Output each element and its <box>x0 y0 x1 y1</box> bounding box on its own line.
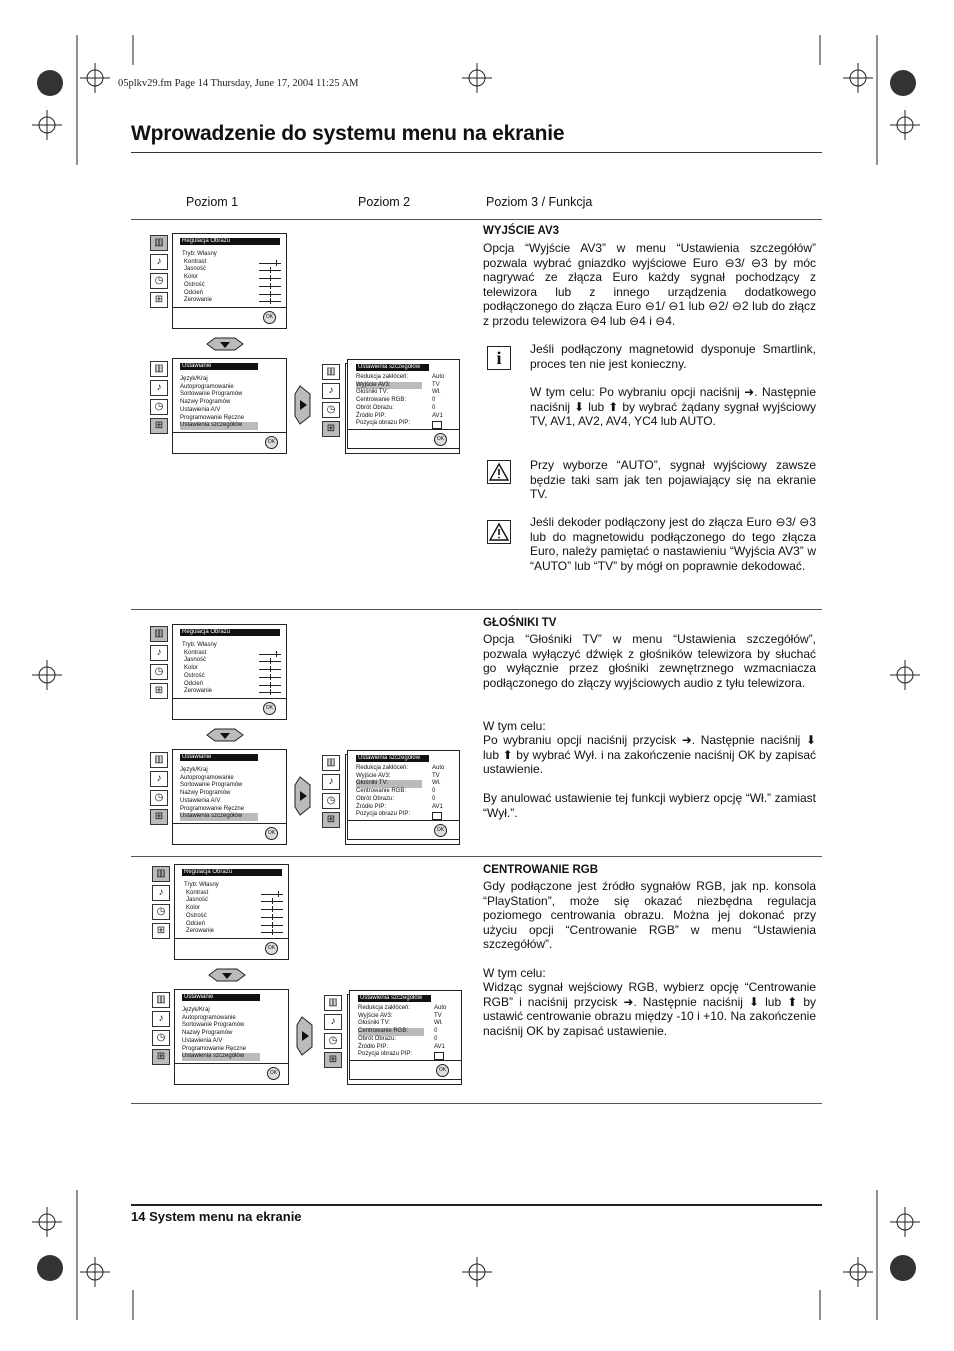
picture-menu-panel <box>172 233 287 329</box>
panel-title: Ustawienia szczegółów <box>356 364 429 371</box>
panel-separator <box>173 307 286 308</box>
level-slider <box>261 898 283 904</box>
info-note-steps: W tym celu: Po wybraniu opcji naciśnij ➜. Następnie naciśnij ⬇ lub ⬆ by wybrać żądany sygnał wyjściowy TV, AV1, AV2, AV4, YC4 lub AUTO. <box>530 385 816 429</box>
settings-menu-panel <box>172 358 287 454</box>
menu-icon-timer: ◷ <box>152 904 170 920</box>
details-menu-item: Wyjście AV3: <box>356 772 391 779</box>
details-menu-value: TV <box>432 772 440 779</box>
ok-button-icon: OK <box>434 433 447 446</box>
menu-icon-timer: ◷ <box>152 1030 170 1046</box>
panel-title: Ustawienia szczegółów <box>356 755 429 762</box>
level-slider <box>261 922 283 928</box>
menu-icon-setup: ⊞ <box>150 683 168 699</box>
menu-icon-setup: ⊞ <box>322 812 340 828</box>
section-body-tv-speakers: Opcja “Głośniki TV” w menu “Ustawienia szczegółów”, pozwala wyłączyć dźwięk z głośników telewizora by słuchać go wyłącznie przez głośniki zewnętrznego wzmacniacza podłączonego do złączy wyjściowych audio z tyłu telewizora. <box>483 632 816 690</box>
panel-title: Ustawianie <box>180 363 258 370</box>
section-cancel-tv-speakers: By anulować ustawienie tej funkcji wybierz opcję “Wł.” zamiast “Wył.”. <box>483 791 816 820</box>
ok-button-icon: OK <box>265 436 278 449</box>
details-menu-panel <box>347 359 460 449</box>
details-menu-value: AV1 <box>434 1043 445 1050</box>
details-menu-item: Wyjście AV3: <box>358 1012 393 1019</box>
menu-icon-sound: ♪ <box>150 380 168 396</box>
picture-menu-item: Kolor <box>184 665 199 672</box>
settings-menu-item: Ustawienia szczegółów <box>180 422 258 430</box>
menu-icon-picture: ▥ <box>322 755 340 771</box>
menu-icon-timer: ◷ <box>324 1033 342 1049</box>
settings-menu-item: Programowanie Ręczne <box>180 414 245 421</box>
ok-button-icon: OK <box>265 942 278 955</box>
menu-icon-sound: ♪ <box>150 254 168 270</box>
picture-menu-item: Tryb: Własny <box>184 882 219 888</box>
menu-icon-picture: ▥ <box>150 752 168 768</box>
settings-menu-item: Programowanie Ręczne <box>180 805 245 812</box>
menu-icon-sound: ♪ <box>150 645 168 661</box>
ok-button-icon: OK <box>265 827 278 840</box>
panel-separator <box>173 698 286 699</box>
arrow-right-icon <box>295 1015 315 1057</box>
warning-icon <box>487 520 511 544</box>
settings-menu-item: Autoprogramowanie <box>182 1014 236 1021</box>
settings-menu-item: Sortowanie Programów <box>182 1022 245 1029</box>
menu-icon-picture: ▥ <box>150 626 168 642</box>
details-menu-item: Głośniki TV: <box>356 780 422 788</box>
details-menu-item: Pozycja obrazu PIP: <box>356 811 411 818</box>
picture-menu-item: Jasność <box>184 657 207 664</box>
settings-menu-item: Język/Kraj <box>180 376 208 382</box>
arrow-right-icon <box>293 775 313 817</box>
panel-separator <box>348 820 459 821</box>
level-slider <box>259 275 281 281</box>
picture-menu-item: Zerowanie <box>184 688 213 695</box>
picture-menu-item: Tryb: Własny <box>182 251 217 257</box>
level-slider <box>259 666 281 672</box>
details-menu-value: AV1 <box>432 412 443 419</box>
details-menu-item: Głośniki TV: <box>358 1020 391 1027</box>
picture-menu-item: Odcień <box>184 289 204 296</box>
menu-icon-setup: ⊞ <box>152 923 170 939</box>
picture-menu-panel <box>172 624 287 720</box>
panel-title: Ustawianie <box>180 754 258 761</box>
details-menu-value: Auto <box>432 765 445 771</box>
menu-icon-picture: ▥ <box>324 995 342 1011</box>
settings-menu-item: Ustawienia szczegółów <box>180 813 258 821</box>
details-menu-item: Wyjście AV3: <box>356 382 422 390</box>
column-header-level1: Poziom 1 <box>186 195 239 209</box>
menu-icon-picture: ▥ <box>152 866 170 882</box>
details-menu-item: Redukcja zakłóceń: <box>358 1005 411 1011</box>
footer-rule <box>131 1204 822 1206</box>
arrow-down-icon <box>203 337 247 351</box>
details-menu-item: Pozycja obrazu PIP: <box>358 1051 413 1058</box>
info-icon: i <box>487 346 511 370</box>
menu-icon-setup: ⊞ <box>324 1052 342 1068</box>
details-menu-value: 0 <box>432 788 436 795</box>
panel-separator <box>175 1063 288 1064</box>
settings-menu-item: Autoprogramowanie <box>180 383 234 390</box>
details-menu-panel <box>347 750 460 840</box>
details-menu-value: Wł. <box>432 780 441 787</box>
settings-menu-item: Język/Kraj <box>180 767 208 773</box>
section-rule <box>131 609 822 610</box>
details-menu-item: Źródło PIP: <box>356 803 387 810</box>
details-menu-item: Głośniki TV: <box>356 389 389 396</box>
picture-menu-item: Kontrast <box>184 649 207 656</box>
panel-title: Regulacja Obrazu <box>180 629 280 636</box>
section-title-av3-output: WYJŚCIE AV3 <box>483 225 560 237</box>
panel-separator <box>348 429 459 430</box>
level-slider <box>259 651 281 657</box>
menu-icon-setup: ⊞ <box>150 809 168 825</box>
settings-menu-item: Ustawienia szczegółów <box>182 1053 260 1061</box>
level-slider <box>259 267 281 273</box>
settings-menu-item: Autoprogramowanie <box>180 774 234 781</box>
menu-icon-timer: ◷ <box>150 664 168 680</box>
menu-icon-timer: ◷ <box>150 273 168 289</box>
level-slider <box>261 906 283 912</box>
menu-icon-sound: ♪ <box>322 774 340 790</box>
picture-menu-item: Kontrast <box>186 889 209 896</box>
details-menu-item: Redukcja zakłóceń: <box>356 374 409 380</box>
menu-icon-setup: ⊞ <box>152 1049 170 1065</box>
menu-icon-sound: ♪ <box>152 885 170 901</box>
menu-icon-picture: ▥ <box>152 992 170 1008</box>
details-menu-value: Wł. <box>434 1020 443 1027</box>
details-menu-value: TV <box>432 381 440 388</box>
settings-menu-panel <box>174 989 289 1085</box>
info-note-smartlink: Jeśli podłączony magnetowid dysponuje Smartlink, proces ten nie jest konieczny. <box>530 342 816 371</box>
details-menu-panel <box>349 990 462 1080</box>
details-menu-item: Źródło PIP: <box>356 412 387 419</box>
section-steps-tv-speakers: Po wybraniu opcji naciśnij przycisk ➜. Następnie naciśnij ⬇ lub ⬆ by wybrać Wył. i na zakończenie naciśnij OK by zapisać ustawienie. <box>483 733 816 777</box>
picture-menu-item: Ostrość <box>184 281 205 288</box>
settings-menu-item: Ustawienia A/V <box>182 1037 223 1044</box>
section-body-av3-output: Opcja “Wyjście AV3” w menu “Ustawienia szczegółów” pozwala wybrać gniazdko wyjściowe Euro ⊖3/ ⊖3 by móc nagrywać ze złącza Euro każdy sygnał pochodzący z telewizora lub z innego urządzenia dodatkowego podłączonego do złącza Euro ⊖1/ ⊖1 lub ⊖2/ ⊖2 lub do złącz z przodu telewizora ⊖4 lub ⊖4 i ⊖4. <box>483 241 816 328</box>
details-menu-value: Auto <box>432 374 445 380</box>
section-steps-intro: W tym celu: <box>483 719 546 733</box>
settings-menu-item: Nazwy Programów <box>180 399 231 406</box>
column-header-level3: Poziom 3 / Funkcja <box>486 195 593 209</box>
menu-icon-sound: ♪ <box>152 1011 170 1027</box>
settings-menu-item: Nazwy Programów <box>182 1030 233 1037</box>
picture-menu-item: Ostrość <box>186 912 207 919</box>
details-menu-item: Obrót Obrazu: <box>358 1035 397 1042</box>
level-slider <box>259 689 281 695</box>
section-title-rgb-centering: CENTROWANIE RGB <box>483 864 598 876</box>
level-slider <box>259 682 281 688</box>
menu-icon-timer: ◷ <box>322 402 340 418</box>
panel-title: Regulacja Obrazu <box>180 238 280 245</box>
settings-menu-item: Sortowanie Programów <box>180 391 243 398</box>
menu-icon-setup: ⊞ <box>322 421 340 437</box>
level-slider <box>261 891 283 897</box>
level-slider <box>259 283 281 289</box>
details-menu-value: 0 <box>434 1028 438 1035</box>
section-rule <box>131 1103 822 1104</box>
picture-menu-item: Kontrast <box>184 258 207 265</box>
menu-icon-timer: ◷ <box>150 399 168 415</box>
section-rule <box>131 219 822 220</box>
details-menu-value: 0 <box>434 1035 438 1042</box>
ok-button-icon: OK <box>436 1064 449 1077</box>
settings-menu-item: Ustawienia A/V <box>180 406 221 413</box>
picture-menu-item: Odcień <box>184 680 204 687</box>
details-menu-item: Centrowanie RGB: <box>358 1028 424 1036</box>
picture-menu-item: Odcień <box>186 920 206 927</box>
menu-icon-sound: ♪ <box>322 383 340 399</box>
menu-icon-sound: ♪ <box>150 771 168 787</box>
picture-menu-item: Tryb: Własny <box>182 642 217 648</box>
menu-icon-setup: ⊞ <box>150 418 168 434</box>
settings-menu-item: Sortowanie Programów <box>180 782 243 789</box>
arrow-down-icon <box>203 728 247 742</box>
arrow-down-icon <box>205 968 249 982</box>
menu-icon-timer: ◷ <box>322 793 340 809</box>
menu-icon-picture: ▥ <box>150 361 168 377</box>
section-steps-rgb-centering: Widząc sygnał wejściowy RGB, wybierz opcję “Centrowanie RGB” i naciśnij przycisk ➜. Następnie naciśnij ⬇ lub ⬆ by ustawić centrowanie obrazu między -10 i +10. Na zakończenie naciśnij OK by zapisać ustawienie. <box>483 980 816 1038</box>
page-title: Wprowadzenie do systemu menu na ekranie <box>131 122 565 145</box>
picture-menu-panel <box>174 864 289 960</box>
pip-position-icon <box>432 812 442 820</box>
picture-menu-item: Kolor <box>184 274 199 281</box>
section-rule <box>131 856 822 857</box>
pip-position-icon <box>434 1052 444 1060</box>
ok-button-icon: OK <box>263 311 276 324</box>
settings-menu-item: Ustawienia A/V <box>180 797 221 804</box>
section-title-tv-speakers: GŁOŚNIKI TV <box>483 617 557 629</box>
panel-separator <box>173 432 286 433</box>
warning-note-auto: Przy wyborze “AUTO”, sygnał wyjściowy zawsze będzie taki sam jak ten pojawiający się na ekranie TV. <box>530 458 816 502</box>
panel-title: Regulacja Obrazu <box>182 869 282 876</box>
footer-page-label: 14 System menu na ekranie <box>131 1209 302 1224</box>
column-header-level2: Poziom 2 <box>358 195 411 209</box>
warning-note-decoder: Jeśli dekoder podłączony jest do złącza Euro ⊖3/ ⊖3 lub do magnetowidu podłączonego do tego złącza Euro, należy pamiętać o nastawieniu “Wyjścia AV3” w “AUTO” lub “TV” by mógł on poprawnie dekodować. <box>530 515 816 573</box>
menu-icon-picture: ▥ <box>322 364 340 380</box>
details-menu-value: 0 <box>432 795 436 802</box>
picture-menu-item: Jasność <box>184 266 207 273</box>
menu-icon-picture: ▥ <box>150 235 168 251</box>
arrow-right-icon <box>293 384 313 426</box>
menu-icon-sound: ♪ <box>324 1014 342 1030</box>
ok-button-icon: OK <box>263 702 276 715</box>
details-menu-value: TV <box>434 1012 442 1019</box>
panel-separator <box>350 1060 461 1061</box>
picture-menu-item: Ostrość <box>184 672 205 679</box>
details-menu-item: Pozycja obrazu PIP: <box>356 420 411 427</box>
settings-menu-item: Programowanie Ręczne <box>182 1045 247 1052</box>
picture-menu-item: Zerowanie <box>184 297 213 304</box>
level-slider <box>261 914 283 920</box>
settings-menu-panel <box>172 749 287 845</box>
ok-button-icon: OK <box>267 1067 280 1080</box>
panel-title: Ustawienia szczegółów <box>358 995 431 1002</box>
details-menu-item: Obrót Obrazu: <box>356 404 395 411</box>
section-steps-intro: W tym celu: <box>483 966 546 980</box>
details-menu-item: Źródło PIP: <box>358 1043 389 1050</box>
level-slider <box>259 260 281 266</box>
warning-icon <box>487 460 511 484</box>
panel-separator <box>173 823 286 824</box>
settings-menu-item: Język/Kraj <box>182 1007 210 1013</box>
details-menu-value: AV1 <box>432 803 443 810</box>
panel-title: Ustawianie <box>182 994 260 1001</box>
ok-button-icon: OK <box>434 824 447 837</box>
level-slider <box>259 658 281 664</box>
details-menu-value: Auto <box>434 1005 447 1011</box>
level-slider <box>261 929 283 935</box>
details-menu-item: Redukcja zakłóceń: <box>356 765 409 771</box>
menu-icon-setup: ⊞ <box>150 292 168 308</box>
details-menu-item: Centrowanie RGB: <box>356 397 407 404</box>
details-menu-item: Obrót Obrazu: <box>356 795 395 802</box>
picture-menu-item: Kolor <box>186 905 201 912</box>
details-menu-value: 0 <box>432 397 436 404</box>
details-menu-item: Centrowanie RGB: <box>356 788 407 795</box>
pip-position-icon <box>432 421 442 429</box>
panel-separator <box>175 938 288 939</box>
file-header-line: 05plkv29.fm Page 14 Thursday, June 17, 2004 11:25 AM <box>118 78 359 89</box>
picture-menu-item: Jasność <box>186 897 209 904</box>
settings-menu-item: Nazwy Programów <box>180 790 231 797</box>
title-rule <box>131 152 822 153</box>
picture-menu-item: Zerowanie <box>186 928 215 935</box>
section-body-rgb-centering: Gdy podłączone jest źródło sygnałów RGB, jak np. konsola “PlayStation”, może się okazać niezbędna regulacja poziomego centrowania obrazu. Można jej dokonać przy użyciu opcji “Centrowanie RGB” w menu “Ustawienia szczegółów”. <box>483 879 816 952</box>
level-slider <box>259 291 281 297</box>
details-menu-value: 0 <box>432 404 436 411</box>
level-slider <box>259 674 281 680</box>
menu-icon-timer: ◷ <box>150 790 168 806</box>
details-menu-value: Wł. <box>432 389 441 396</box>
level-slider <box>259 298 281 304</box>
